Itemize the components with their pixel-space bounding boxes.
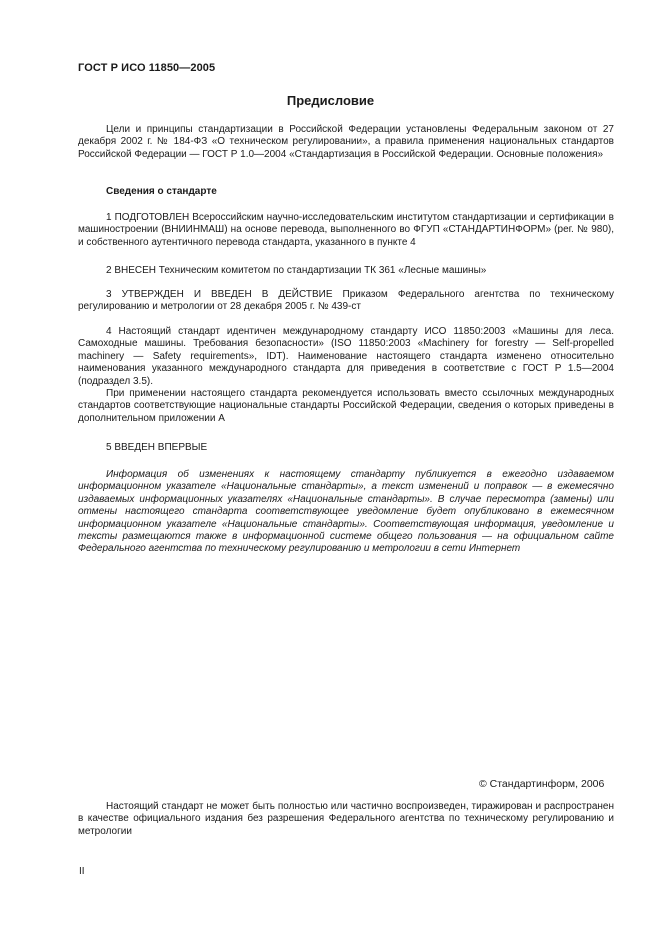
intro-paragraph: Цели и принципы стандартизации в Российской Федерации установлены Федеральным законом от 27 декабря 2002 г. № 184-ФЗ «О техническом регулировании», а правила применения национальных стандартов Российской Федерации — ГОСТ Р 1.0—2004 «Стандартизация в Российской Федерации. Основные положения» (78, 124, 614, 160)
item-2-block (78, 265, 614, 277)
document-code-header: ГОСТ Р ИСО 11850—2005 (78, 62, 216, 74)
item-5-paragraph: 5 ВВЕДЕН ВПЕРВЫЕ (106, 442, 208, 453)
section-subheading: Сведения о стандарте (106, 186, 217, 197)
notice-block (78, 469, 614, 556)
item-5-block (78, 442, 614, 454)
item-3-block (78, 289, 614, 314)
item-4-paragraph: 4 Настоящий стандарт идентичен международному стандарту ИСО 11850:2003 «Машины для леса. Самоходные машины. Требования безопасности» (ISO 11850:2003 «Machinery for forestry — Self-propelled machinery — Safety requirements», IDT). Наименование настоящего стандарта изменено относительно наименования указанного международного стандарта для приведения в соответствие с ГОСТ Р 1.5—2004 (подраздел 3.5). (78, 326, 614, 387)
item-1-paragraph: 1 ПОДГОТОВЛЕН Всероссийским научно-исследовательским институтом стандартизации и сертификации в машиностроении (ВНИИНМАШ) на основе перевода, выполненного во ФГУП «СТАНДАРТИНФОРМ» (рег. № 980), и собственного аутентичного перевода стандарта, указанного в пункте 4 (78, 212, 614, 248)
notice-paragraph: Информация об изменениях к настоящему стандарту публикуется в ежегодно издаваемом информационном указателе «Национальные стандарты», а текст изменений и поправок — в ежемесячно издаваемых информационных указателях «Национальные стандарты». В случае пересмотра (замены) или отмены настоящего стандарта соответствующее уведомление будет опубликовано в ежемесячном информационном указателе «Национальные стандарты». Соответствующая информация, уведомление и тексты размещаются также в информационной системе общего пользования — на официальном сайте Федерального агентства по техническому регулированию и метрологии в сети Интернет (78, 469, 614, 555)
page-number: II (79, 866, 85, 877)
page-title: Предисловие (286, 93, 375, 108)
intro-block (78, 124, 614, 161)
item-2-paragraph: 2 ВНЕСЕН Техническим комитетом по стандартизации ТК 361 «Лесные машины» (106, 265, 487, 276)
item-4-note-paragraph: При применении настоящего стандарта рекомендуется использовать вместо ссылочных международных стандартов соответствующие национальные стандарты Российской Федерации, сведения о которых приведены в дополнительном приложении А (78, 388, 614, 424)
item-1-block (78, 212, 614, 249)
legal-block (78, 801, 614, 838)
item-3-paragraph: 3 УТВЕРЖДЕН И ВВЕДЕН В ДЕЙСТВИЕ Приказом Федерального агентства по техническому регулированию и метрологии от 28 декабря 2005 г. № 439-ст (78, 289, 614, 313)
copyright-line: © Стандартинформ, 2006 (479, 778, 605, 790)
item-4-block (78, 326, 614, 425)
legal-paragraph: Настоящий стандарт не может быть полностью или частично воспроизведен, тиражирован и распространен в качестве официального издания без разрешения Федерального агентства по техническому регулированию и метрологии (78, 801, 614, 837)
